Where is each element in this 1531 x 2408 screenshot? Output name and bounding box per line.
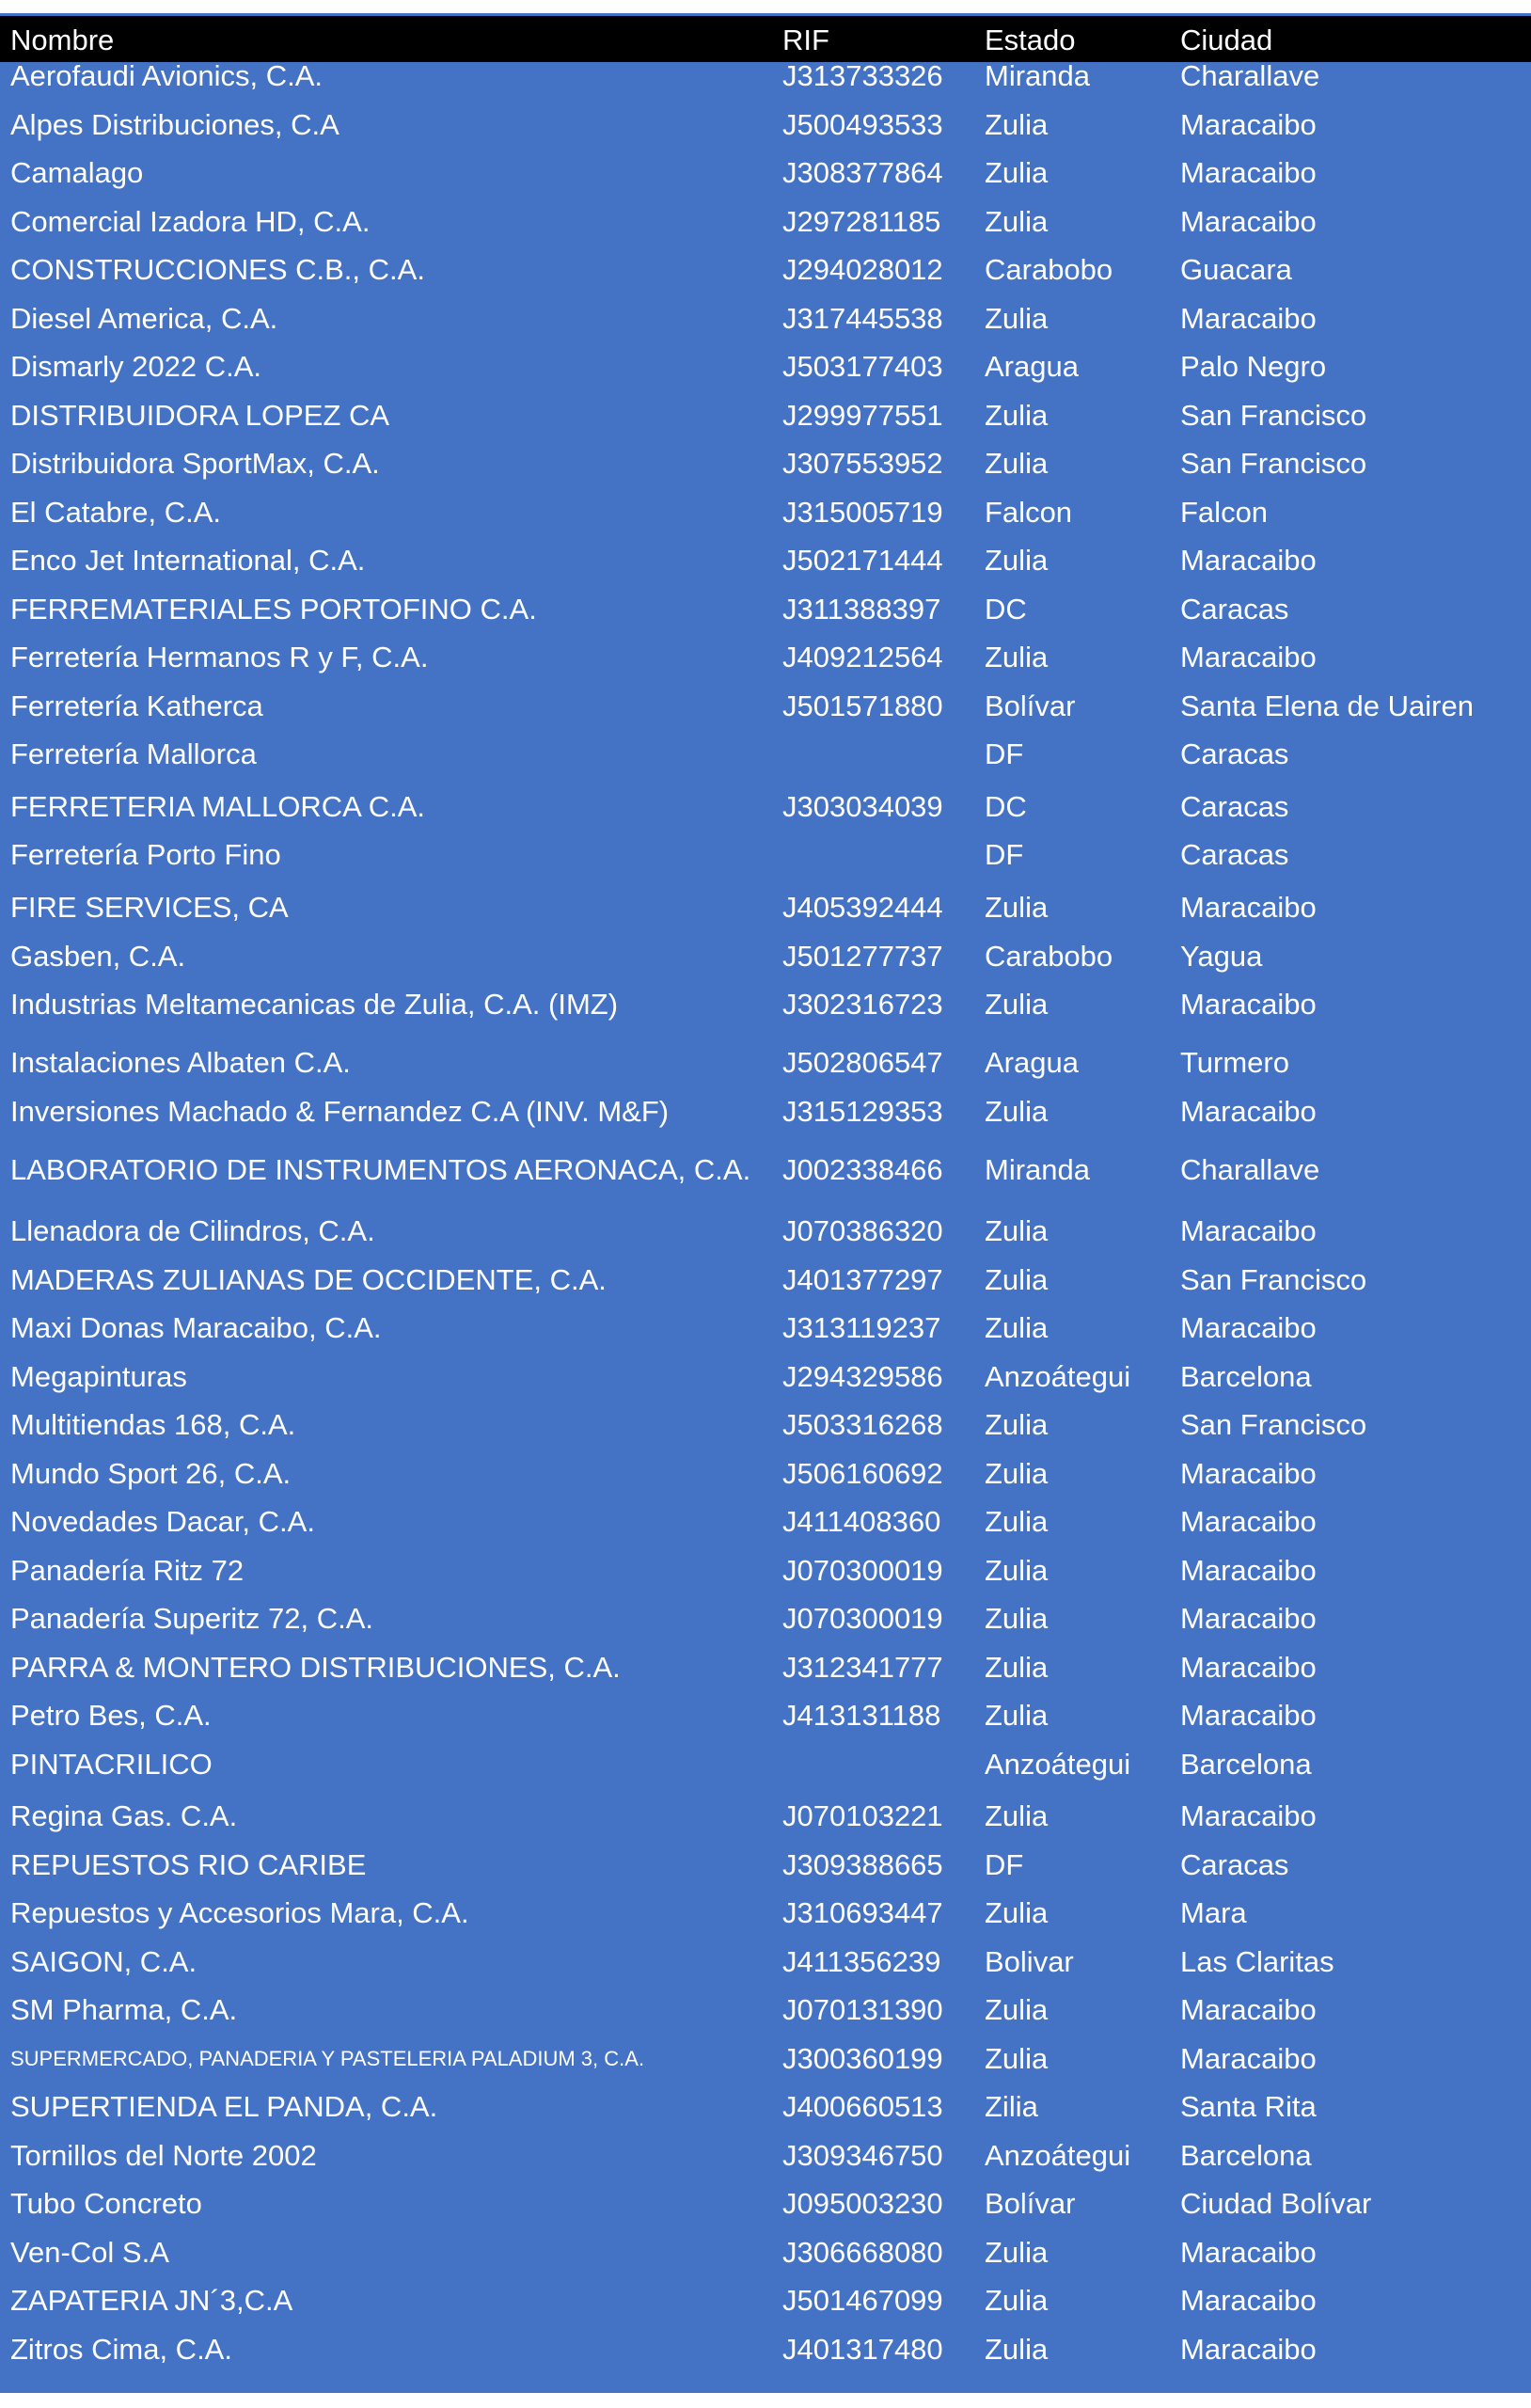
cell-nombre: Enco Jet International, C.A. xyxy=(10,544,366,577)
cell-rif: J002338466 xyxy=(782,1153,943,1186)
cell-rif: J070300019 xyxy=(782,1602,943,1635)
cell-ciudad: Las Claritas xyxy=(1180,1945,1334,1978)
cell-rif: J503177403 xyxy=(782,350,943,383)
cell-estado: DC xyxy=(985,790,1027,823)
cell-nombre: SUPERTIENDA EL PANDA, C.A. xyxy=(10,2090,438,2123)
cell-nombre: DISTRIBUIDORA LOPEZ CA xyxy=(10,399,390,432)
cell-rif: J313733326 xyxy=(782,59,943,92)
cell-nombre: Zitros Cima, C.A. xyxy=(10,2333,232,2366)
cell-estado: Falcon xyxy=(985,496,1073,529)
cell-rif: J297281185 xyxy=(782,205,941,238)
cell-ciudad: Turmero xyxy=(1180,1046,1289,1079)
cell-estado: Zulia xyxy=(985,156,1049,189)
cell-rif: J306668080 xyxy=(782,2236,943,2269)
cell-rif: J317445538 xyxy=(782,302,943,335)
header-rif: RIF xyxy=(782,24,829,56)
cell-nombre: SUPERMERCADO, PANADERIA Y PASTELERIA PALADIUM 3, C.A. xyxy=(10,2047,645,2070)
cell-nombre: Ferretería Katherca xyxy=(10,689,263,722)
cell-nombre: Gasben, C.A. xyxy=(10,940,186,973)
cell-nombre: Distribuidora SportMax, C.A. xyxy=(10,447,380,480)
cell-estado: Zulia xyxy=(985,1896,1049,1929)
cell-rif: J311388397 xyxy=(782,593,941,626)
cell-ciudad: Maracaibo xyxy=(1180,891,1317,924)
cell-ciudad: San Francisco xyxy=(1180,1408,1367,1441)
cell-nombre: Megapinturas xyxy=(10,1360,187,1393)
cell-estado: Zulia xyxy=(985,108,1049,141)
cell-ciudad: Maracaibo xyxy=(1180,1799,1317,1832)
cell-ciudad: Maracaibo xyxy=(1180,1214,1317,1247)
cell-ciudad: Maracaibo xyxy=(1180,641,1317,673)
header-nombre: Nombre xyxy=(10,24,115,56)
cell-ciudad: Barcelona xyxy=(1180,2139,1312,2172)
cell-estado: Zulia xyxy=(985,1651,1049,1684)
cell-estado: Zulia xyxy=(985,1993,1049,2026)
cell-rif: J294028012 xyxy=(782,253,943,286)
cell-estado: DC xyxy=(985,593,1027,626)
cell-nombre: Aerofaudi Avionics, C.A. xyxy=(10,59,323,92)
cell-nombre: PINTACRILICO xyxy=(10,1748,213,1781)
cell-nombre: Tubo Concreto xyxy=(10,2187,202,2220)
cell-nombre: Mundo Sport 26, C.A. xyxy=(10,1457,292,1490)
cell-nombre: Regina Gas. C.A. xyxy=(10,1799,238,1832)
cell-estado: Zulia xyxy=(985,641,1049,673)
cell-nombre: FERREMATERIALES PORTOFINO C.A. xyxy=(10,593,537,626)
cell-ciudad: Maracaibo xyxy=(1180,1505,1317,1538)
cell-ciudad: Maracaibo xyxy=(1180,1699,1317,1732)
cell-rif: J401377297 xyxy=(782,1263,943,1296)
cell-nombre: REPUESTOS RIO CARIBE xyxy=(10,1848,367,1881)
table-sheet xyxy=(0,13,1531,2393)
cell-ciudad: Caracas xyxy=(1180,838,1289,871)
cell-ciudad: San Francisco xyxy=(1180,1263,1367,1296)
cell-estado: Zulia xyxy=(985,2236,1049,2269)
cell-estado: Zulia xyxy=(985,447,1049,480)
cell-rif: J502806547 xyxy=(782,1046,943,1079)
cell-ciudad: Barcelona xyxy=(1180,1360,1312,1393)
cell-ciudad: Maracaibo xyxy=(1180,2284,1317,2317)
cell-estado: Anzoátegui xyxy=(985,1360,1131,1393)
cell-nombre: Instalaciones Albaten C.A. xyxy=(10,1046,351,1079)
cell-estado: Zulia xyxy=(985,399,1049,432)
cell-rif: J312341777 xyxy=(782,1651,943,1684)
cell-nombre: FIRE SERVICES, CA xyxy=(10,891,289,924)
cell-nombre: PARRA & MONTERO DISTRIBUCIONES, C.A. xyxy=(10,1651,621,1684)
cell-estado: Zulia xyxy=(985,1408,1049,1441)
cell-estado: Zulia xyxy=(985,1799,1049,1832)
cell-rif: J302316723 xyxy=(782,988,943,1021)
cell-nombre: Diesel America, C.A. xyxy=(10,302,278,335)
cell-ciudad: Maracaibo xyxy=(1180,1095,1317,1128)
cell-ciudad: Caracas xyxy=(1180,1848,1289,1881)
cell-rif: J500493533 xyxy=(782,108,943,141)
cell-estado: Carabobo xyxy=(985,253,1113,286)
cell-ciudad: San Francisco xyxy=(1180,447,1367,480)
cell-estado: Bolívar xyxy=(985,689,1076,722)
cell-ciudad: Mara xyxy=(1180,1896,1247,1929)
cell-estado: Aragua xyxy=(985,350,1079,383)
cell-estado: DF xyxy=(985,737,1024,770)
cell-nombre: Maxi Donas Maracaibo, C.A. xyxy=(10,1311,382,1344)
cell-rif: J307553952 xyxy=(782,447,943,480)
cell-ciudad: Palo Negro xyxy=(1180,350,1327,383)
cell-estado: Carabobo xyxy=(985,940,1113,973)
cell-rif: J313119237 xyxy=(782,1311,941,1344)
cell-nombre: Ferretería Hermanos R y F, C.A. xyxy=(10,641,429,673)
cell-estado: Zulia xyxy=(985,1602,1049,1635)
cell-rif: J506160692 xyxy=(782,1457,943,1490)
cell-ciudad: Maracaibo xyxy=(1180,1651,1317,1684)
cell-ciudad: Maracaibo xyxy=(1180,544,1317,577)
cell-ciudad: Maracaibo xyxy=(1180,1311,1317,1344)
cell-estado: Anzoátegui xyxy=(985,1748,1131,1781)
cell-estado: Zulia xyxy=(985,988,1049,1021)
cell-ciudad: Caracas xyxy=(1180,593,1289,626)
cell-estado: Miranda xyxy=(985,1153,1090,1186)
cell-nombre: Petro Bes, C.A. xyxy=(10,1699,212,1732)
cell-rif: J315129353 xyxy=(782,1095,943,1128)
cell-rif: J413131188 xyxy=(782,1699,941,1732)
cell-nombre: LABORATORIO DE INSTRUMENTOS AERONACA, C.A. xyxy=(10,1153,751,1186)
cell-rif: J502171444 xyxy=(782,544,943,577)
cell-estado: Bolivar xyxy=(985,1945,1074,1978)
cell-nombre: Comercial Izadora HD, C.A. xyxy=(10,205,371,238)
cell-estado: Zulia xyxy=(985,1457,1049,1490)
cell-rif: J310693447 xyxy=(782,1896,943,1929)
cell-nombre: FERRETERIA MALLORCA C.A. xyxy=(10,790,425,823)
cell-rif: J401317480 xyxy=(782,2333,943,2366)
cell-estado: Zulia xyxy=(985,2042,1049,2075)
cell-ciudad: Santa Rita xyxy=(1180,2090,1317,2123)
cell-rif: J070103221 xyxy=(782,1799,943,1832)
cell-rif: J309388665 xyxy=(782,1848,943,1881)
header-estado: Estado xyxy=(985,24,1076,56)
cell-estado: Zulia xyxy=(985,302,1049,335)
cell-rif: J501467099 xyxy=(782,2284,943,2317)
cell-estado: Zulia xyxy=(985,2284,1049,2317)
cell-ciudad: Maracaibo xyxy=(1180,1602,1317,1635)
cell-rif: J095003230 xyxy=(782,2187,943,2220)
cell-estado: Zilia xyxy=(985,2090,1038,2123)
cell-rif: J300360199 xyxy=(782,2042,943,2075)
cell-estado: Bolívar xyxy=(985,2187,1076,2220)
cell-rif: J501571880 xyxy=(782,689,943,722)
cell-ciudad: Falcon xyxy=(1180,496,1269,529)
cell-estado: Aragua xyxy=(985,1046,1079,1079)
cell-ciudad: Charallave xyxy=(1180,1153,1320,1186)
cell-ciudad: Maracaibo xyxy=(1180,2333,1317,2366)
cell-rif: J409212564 xyxy=(782,641,943,673)
cell-rif: J503316268 xyxy=(782,1408,943,1441)
cell-rif: J501277737 xyxy=(782,940,943,973)
cell-rif: J070386320 xyxy=(782,1214,943,1247)
cell-rif: J309346750 xyxy=(782,2139,943,2172)
cell-nombre: Llenadora de Cilindros, C.A. xyxy=(10,1214,375,1247)
cell-rif: J070131390 xyxy=(782,1993,943,2026)
cell-ciudad: Charallave xyxy=(1180,59,1320,92)
cell-nombre: Ferretería Porto Fino xyxy=(10,838,281,871)
cell-estado: Zulia xyxy=(985,544,1049,577)
cell-ciudad: Yagua xyxy=(1180,940,1263,973)
cell-nombre: Repuestos y Accesorios Mara, C.A. xyxy=(10,1896,469,1929)
cell-ciudad: Maracaibo xyxy=(1180,2236,1317,2269)
cell-ciudad: Maracaibo xyxy=(1180,156,1317,189)
cell-nombre: Camalago xyxy=(10,156,144,189)
cell-nombre: SM Pharma, C.A. xyxy=(10,1993,238,2026)
cell-ciudad: Maracaibo xyxy=(1180,1554,1317,1587)
cell-rif: J299977551 xyxy=(782,399,943,432)
cell-ciudad: Maracaibo xyxy=(1180,1457,1317,1490)
cell-nombre: CONSTRUCCIONES C.B., C.A. xyxy=(10,253,425,286)
cell-ciudad: Ciudad Bolívar xyxy=(1180,2187,1372,2220)
cell-estado: Zulia xyxy=(985,1505,1049,1538)
cell-nombre: Alpes Distribuciones, C.A xyxy=(10,108,339,141)
cell-ciudad: Maracaibo xyxy=(1180,1993,1317,2026)
cell-nombre: Industrias Meltamecanicas de Zulia, C.A. (IMZ) xyxy=(10,988,619,1021)
cell-rif: J308377864 xyxy=(782,156,943,189)
cell-ciudad: Santa Elena de Uairen xyxy=(1180,689,1474,722)
cell-ciudad: Guacara xyxy=(1180,253,1292,286)
cell-ciudad: Maracaibo xyxy=(1180,988,1317,1021)
cell-ciudad: Barcelona xyxy=(1180,1748,1312,1781)
cell-ciudad: Caracas xyxy=(1180,737,1289,770)
cell-estado: Miranda xyxy=(985,59,1090,92)
cell-rif: J411356239 xyxy=(782,1945,941,1978)
header-ciudad: Ciudad xyxy=(1180,24,1273,56)
cell-nombre: Ven-Col S.A xyxy=(10,2236,169,2269)
cell-estado: DF xyxy=(985,838,1024,871)
table-header xyxy=(0,16,1531,62)
cell-ciudad: Maracaibo xyxy=(1180,302,1317,335)
cell-rif: J411408360 xyxy=(782,1505,941,1538)
cell-estado: Anzoátegui xyxy=(985,2139,1131,2172)
cell-nombre: Panadería Ritz 72 xyxy=(10,1554,245,1587)
cell-nombre: Tornillos del Norte 2002 xyxy=(10,2139,317,2172)
cell-estado: Zulia xyxy=(985,1311,1049,1344)
cell-estado: Zulia xyxy=(985,1263,1049,1296)
cell-nombre: Dismarly 2022 C.A. xyxy=(10,350,262,383)
cell-nombre: Multitiendas 168, C.A. xyxy=(10,1408,296,1441)
cell-nombre: Novedades Dacar, C.A. xyxy=(10,1505,315,1538)
cell-nombre: ZAPATERIA JN´3,C.A xyxy=(10,2284,293,2317)
cell-rif: J303034039 xyxy=(782,790,943,823)
cell-estado: Zulia xyxy=(985,1095,1049,1128)
cell-nombre: Ferretería Mallorca xyxy=(10,737,257,770)
cell-estado: Zulia xyxy=(985,1214,1049,1247)
cell-ciudad: Caracas xyxy=(1180,790,1289,823)
cell-estado: Zulia xyxy=(985,2333,1049,2366)
cell-estado: Zulia xyxy=(985,891,1049,924)
cell-estado: DF xyxy=(985,1848,1024,1881)
cell-ciudad: Maracaibo xyxy=(1180,2042,1317,2075)
cell-rif: J315005719 xyxy=(782,496,943,529)
cell-estado: Zulia xyxy=(985,1554,1049,1587)
cell-estado: Zulia xyxy=(985,205,1049,238)
cell-ciudad: San Francisco xyxy=(1180,399,1367,432)
cell-nombre: SAIGON, C.A. xyxy=(10,1945,197,1978)
cell-ciudad: Maracaibo xyxy=(1180,108,1317,141)
cell-rif: J400660513 xyxy=(782,2090,943,2123)
cell-nombre: Panadería Superitz 72, C.A. xyxy=(10,1602,374,1635)
cell-nombre: El Catabre, C.A. xyxy=(10,496,221,529)
cell-ciudad: Maracaibo xyxy=(1180,205,1317,238)
cell-nombre: Inversiones Machado & Fernandez C.A (INV. M&F) xyxy=(10,1095,670,1128)
cell-nombre: MADERAS ZULIANAS DE OCCIDENTE, C.A. xyxy=(10,1263,607,1296)
cell-rif: J405392444 xyxy=(782,891,943,924)
cell-rif: J294329586 xyxy=(782,1360,943,1393)
cell-estado: Zulia xyxy=(985,1699,1049,1732)
cell-rif: J070300019 xyxy=(782,1554,943,1587)
